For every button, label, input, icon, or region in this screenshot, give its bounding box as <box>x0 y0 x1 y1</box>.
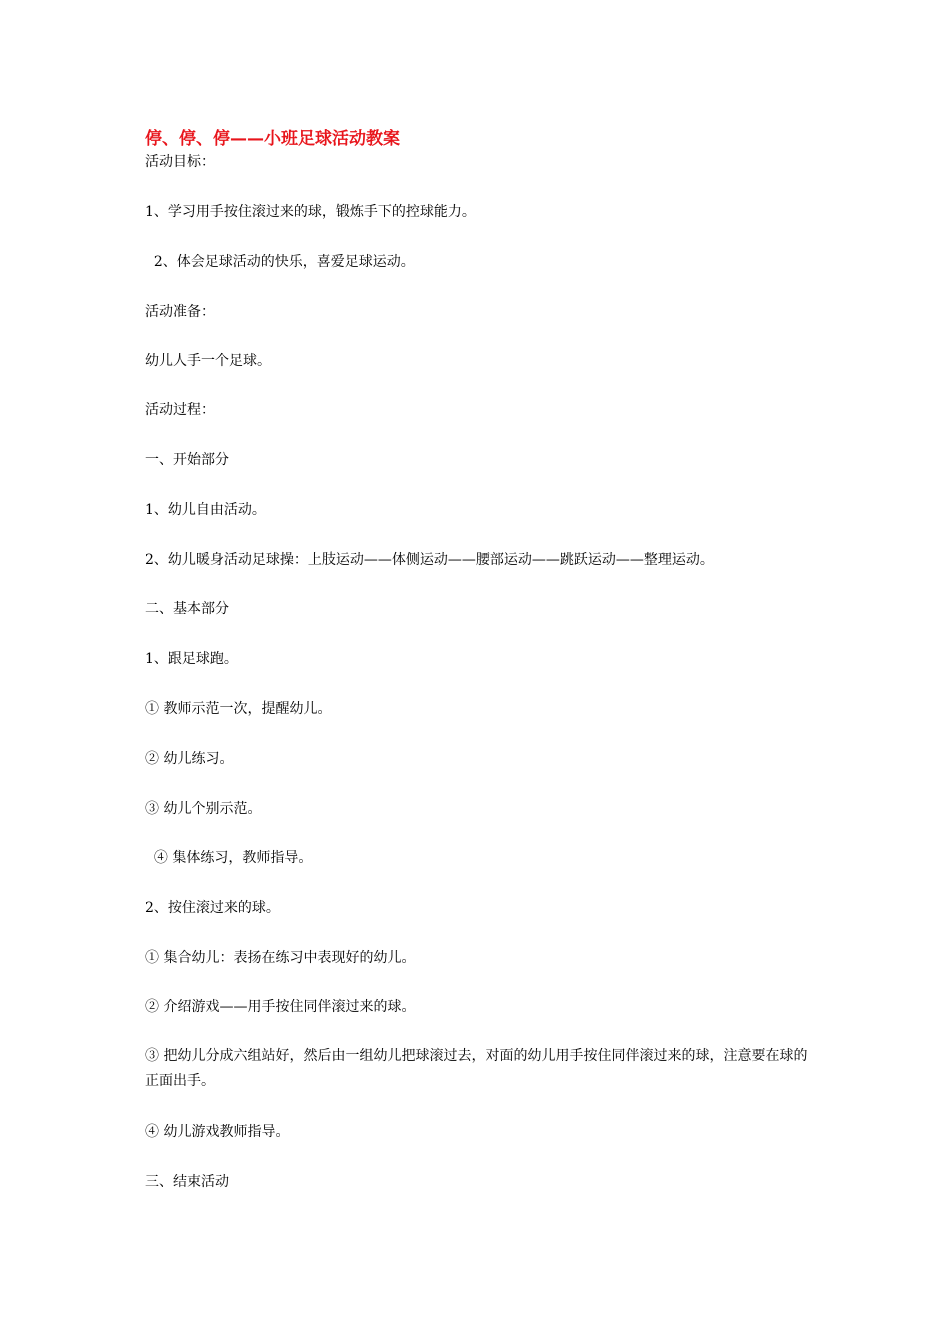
objective-item-2: 2、体会足球活动的快乐，喜爱足球运动。 <box>145 254 415 270</box>
part-heading-basic: 二、基本部分 <box>145 601 229 617</box>
basic-item-2: 2、按住滚过来的球。 <box>145 900 280 916</box>
basic-item-2-step-2: ② 介绍游戏——用手按住同伴滚过来的球。 <box>145 999 416 1015</box>
section-heading-preparation: 活动准备： <box>145 304 215 320</box>
document-title: 停、停、停——小班足球活动教案 <box>145 129 400 149</box>
start-item-2: 2、幼儿暖身活动足球操：上肢运动——体侧运动——腰部运动——跳跃运动——整理运动。 <box>145 552 714 568</box>
basic-item-2-step-1: ① 集合幼儿：表扬在练习中表现好的幼儿。 <box>145 950 416 966</box>
basic-item-2-step-3: ③ 把幼儿分成六组站好，然后由一组幼儿把球滚过去，对面的幼儿用手按住同伴滚过来的球，注意要在球的正面出手。 <box>145 1048 808 1089</box>
basic-item-1-step-1: ① 教师示范一次，提醒幼儿。 <box>145 701 332 717</box>
basic-item-1-step-4: ④ 集体练习，教师指导。 <box>145 850 313 866</box>
basic-item-1: 1、跟足球跑。 <box>145 651 238 667</box>
basic-item-1-step-2: ② 幼儿练习。 <box>145 751 234 767</box>
start-item-1: 1、幼儿自由活动。 <box>145 502 266 518</box>
preparation-text: 幼儿人手一个足球。 <box>145 353 271 369</box>
section-heading-process: 活动过程： <box>145 402 215 418</box>
basic-item-1-step-3: ③ 幼儿个别示范。 <box>145 801 262 817</box>
part-heading-start: 一、开始部分 <box>145 452 229 468</box>
part-heading-end: 三、结束活动 <box>145 1174 229 1190</box>
basic-item-2-step-4: ④ 幼儿游戏教师指导。 <box>145 1124 290 1140</box>
section-heading-objectives: 活动目标： <box>145 154 215 170</box>
objective-item-1: 1、学习用手按住滚过来的球，锻炼手下的控球能力。 <box>145 204 476 220</box>
